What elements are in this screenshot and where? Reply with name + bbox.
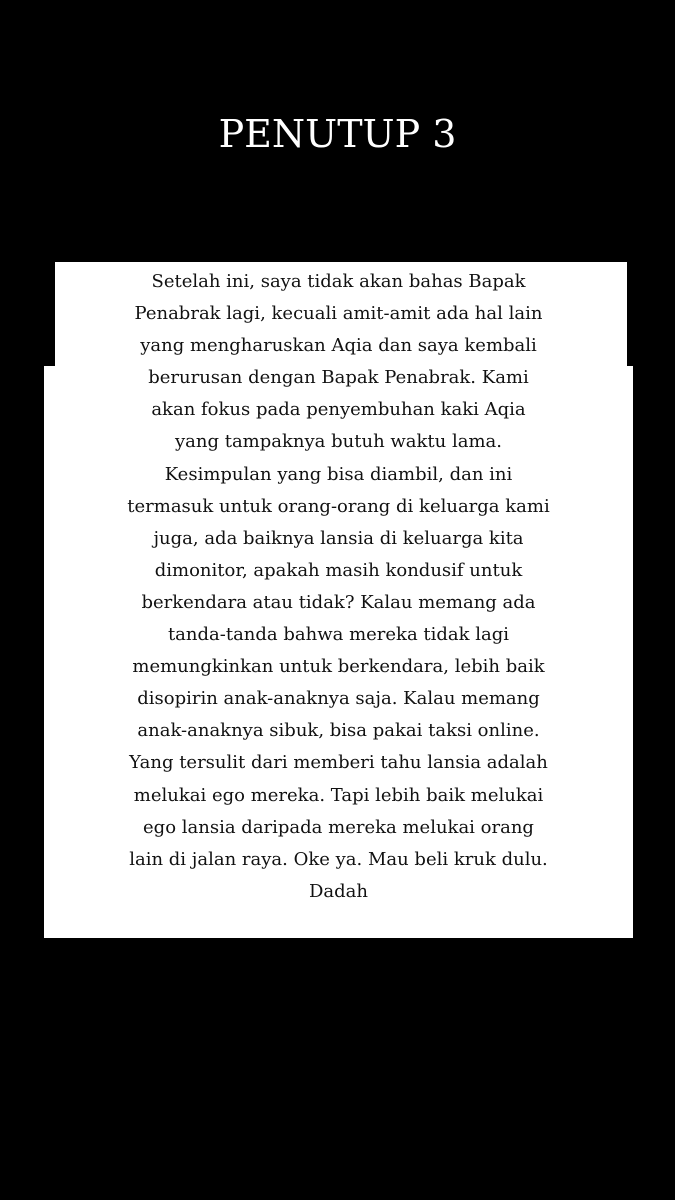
text-line: tanda-tanda bahwa mereka tidak lagi xyxy=(167,624,510,646)
story-text xyxy=(44,266,633,908)
text-line: lain di jalan raya. Oke ya. Mau beli kruk dulu. xyxy=(129,848,548,870)
text-line: dimonitor, apakah masih kondusif untuk xyxy=(154,559,523,581)
text-line: yang mengharuskan Aqia dan saya kembali xyxy=(140,335,537,357)
text-line: Yang tersulit dari memberi tahu lansia adalah xyxy=(129,752,548,774)
text-line: juga, ada baiknya lansia di keluarga kita xyxy=(153,527,524,549)
story-title: PENUTUP 3 xyxy=(218,112,457,156)
text-line: memungkinkan untuk berkendara, lebih baik xyxy=(132,656,545,678)
text-line: akan fokus pada penyembuhan kaki Aqia xyxy=(151,399,526,421)
text-line: Setelah ini, saya tidak akan bahas Bapak xyxy=(151,271,526,292)
text-line: ego lansia daripada mereka melukai orang xyxy=(143,816,534,838)
text-line: Penabrak lagi, kecuali amit-amit ada hal lain xyxy=(134,303,543,325)
text-line: berkendara atau tidak? Kalau memang ada xyxy=(141,591,536,613)
text-line: Dadah xyxy=(308,880,368,902)
text-line: termasuk untuk orang-orang di keluarga kami xyxy=(127,495,550,517)
text-line: anak-anaknya sibuk, bisa pakai taksi online. xyxy=(137,720,540,742)
text-line: yang tampaknya butuh waktu lama. xyxy=(174,431,502,453)
text-line: berurusan dengan Bapak Penabrak. Kami xyxy=(148,367,529,389)
text-line: disopirin anak-anaknya saja. Kalau memang xyxy=(137,688,540,710)
text-line: Kesimpulan yang bisa diambil, dan ini xyxy=(164,463,513,485)
text-line: melukai ego mereka. Tapi lebih baik melukai xyxy=(133,784,544,806)
